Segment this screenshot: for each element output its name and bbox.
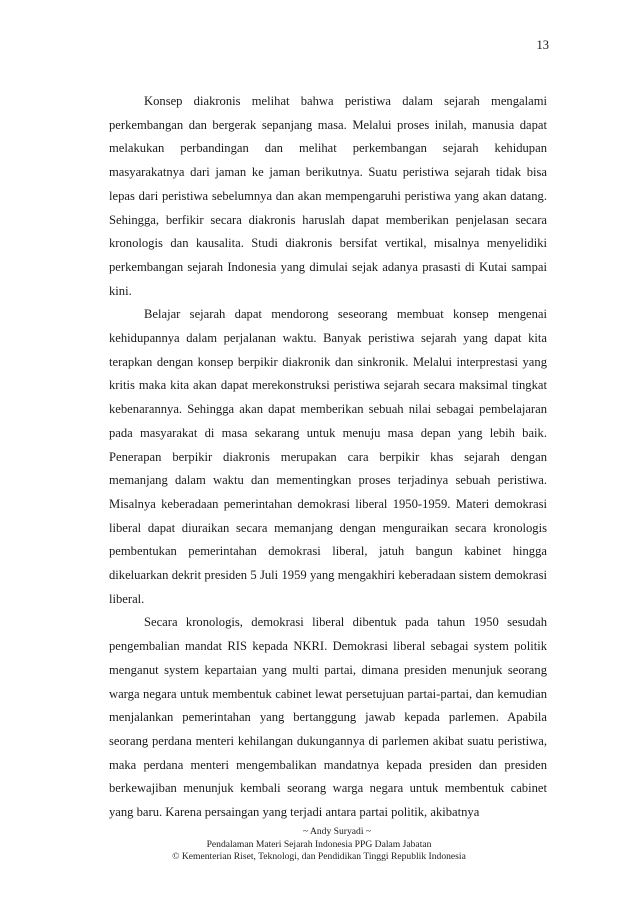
paragraph-learning-history: Belajar sejarah dapat mendorong seseorang membuat konsep mengenai kehidupannya dalam perjalanan waktu. Banyak peristiwa sejarah yang dapat kita terapkan dengan konsep berpikir diakronik dan sinkronik. Melalui interprestasi yang kritis maka kita akan dapat merekonstruksi peristiwa sejarah secara maksimal tingkat kebenarannya. Sehingga akan dapat memberikan sebuah nilai sebagai pembelajaran pada masyarakat di masa sekarang untuk menuju masa depan yang lebih baik. Penerapan berpikir diakronis merupakan cara berpikir khas sejarah dengan memanjang dalam waktu dan mementingkan proses terjadinya sebuah peristiwa. Misalnya keberadaan pemerintahan demokrasi liberal 1950-1959. Materi demokrasi liberal dapat diuraikan secara memanjang dengan menguraikan secara kronologis pembentukan pemerintahan demokrasi liberal, jatuh bangun kabinet hingga dikeluarkan dekrit presiden 5 Juli 1959 yang mengakhiri keberadaan sistem demokrasi liberal.	[109, 307, 547, 606]
paragraph-diakronis-concept: Konsep diakronis melihat bahwa peristiwa dalam sejarah mengalami perkembangan dan bergerak sepanjang masa. Melalui proses inilah, manusia dapat melakukan perbandingan dan melihat perkembangan sejarah kehidupan masyarakatnya dari jaman ke jaman berikutnya. Suatu peristiwa sejarah tidak bisa lepas dari peristiwa sebelumnya dan akan mempengaruhi peristiwa yang akan datang. Sehingga, berfikir secara diakronis haruslah dapat memberikan penjelasan secara kronologis dan kausalita. Studi diakronis bersifat vertikal, misalnya menyelidiki perkembangan sejarah Indonesia yang dimulai sejak adanya prasasti di Kutai sampai kini.	[109, 94, 547, 298]
footer-book-title: Pendalaman Materi Sejarah Indonesia PPG Dalam Jabatan	[206, 838, 432, 850]
page-number: 13	[536, 38, 549, 52]
body-text	[109, 90, 547, 825]
paragraph-liberal-democracy: Secara kronologis, demokrasi liberal dibentuk pada tahun 1950 sesudah pengembalian mandat RIS kepada NKRI. Demokrasi liberal sebagai system politik menganut system kepartaian yang multi partai, dimana presiden menunjuk seorang warga negara untuk membentuk cabinet lewat persetujuan partai-partai, dan kemudian menjalankan pemerintahan yang bertanggung jawab kepada parlemen. Apabila seorang perdana menteri kehilangan dukungannya di parlemen akibat suatu peristiwa, maka perdana menteri mengembalikan mandatnya kepada presiden dan presiden berkewajiban menunjuk kembali seorang warga negara untuk membentuk cabinet yang baru. Karena persaingan yang terjadi antara partai politik, akibatnya	[109, 615, 547, 820]
page-footer	[0, 826, 638, 864]
footer-author: ~ Andy Suryadi ~	[302, 826, 372, 837]
footer-copyright: © Kementerian Riset, Teknologi, dan Pendidikan Tinggi Republik Indonesia	[172, 851, 466, 862]
